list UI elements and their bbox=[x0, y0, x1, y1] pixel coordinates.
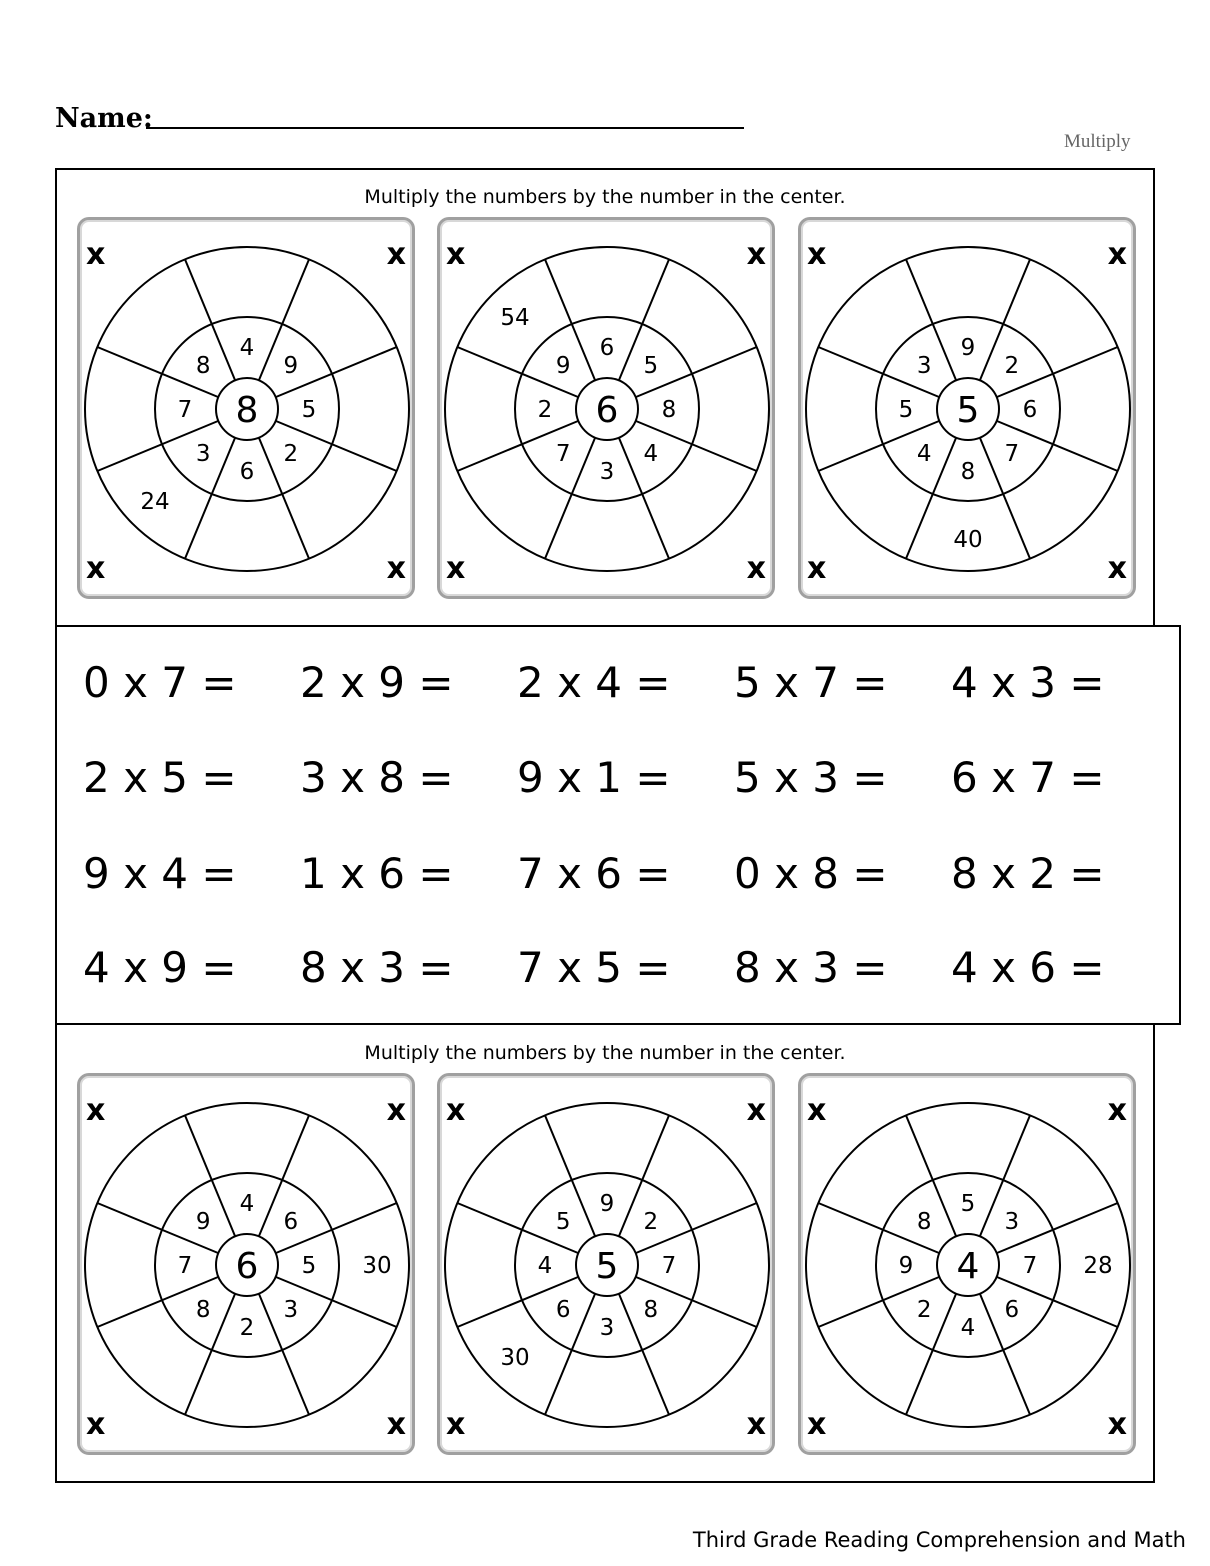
wheel-inner-number: 6 bbox=[555, 1296, 571, 1323]
problem: 2 x 9 = bbox=[300, 658, 454, 707]
wheel-inner-number: 7 bbox=[1004, 440, 1020, 467]
problem: 7 x 6 = bbox=[517, 849, 671, 898]
wheel-inner-number: 7 bbox=[177, 397, 193, 423]
wheel-diagram bbox=[801, 1076, 1133, 1452]
bottom-instruction: Multiply the numbers by the number in the center. bbox=[364, 1042, 846, 1064]
top-instruction: Multiply the numbers by the number in the center. bbox=[364, 186, 846, 208]
wheel-center-number: 5 bbox=[595, 1246, 619, 1287]
problem: 5 x 7 = bbox=[734, 658, 888, 707]
wheel-diagram bbox=[80, 220, 412, 596]
wheel-inner-number: 6 bbox=[283, 1209, 299, 1236]
wheel-inner-number: 9 bbox=[898, 1253, 914, 1279]
wheel-answer-slot[interactable]: 30 bbox=[500, 1344, 530, 1371]
top-wheels-panel bbox=[55, 168, 1155, 628]
wheel-inner-number: 4 bbox=[239, 1191, 255, 1217]
wheel-inner-number: 4 bbox=[916, 440, 932, 467]
footer-text: Third Grade Reading Comprehension and Math bbox=[692, 1528, 1186, 1552]
wheel-center-number: 5 bbox=[956, 390, 980, 431]
problem: 9 x 1 = bbox=[517, 753, 671, 802]
wheel-inner-number: 3 bbox=[1004, 1209, 1020, 1236]
wheel-inner-number: 2 bbox=[1004, 353, 1020, 380]
problem: 4 x 9 = bbox=[83, 943, 237, 992]
corner-x-mark: x bbox=[746, 551, 766, 586]
wheel-inner-number: 7 bbox=[555, 440, 571, 467]
wheel-inner-number: 5 bbox=[643, 353, 659, 380]
wheel-inner-number: 2 bbox=[537, 397, 553, 423]
problem: 8 x 3 = bbox=[300, 943, 454, 992]
wheel-answer-slot[interactable]: 28 bbox=[1083, 1253, 1113, 1279]
wheel-inner-number: 8 bbox=[195, 353, 211, 380]
wheel-inner-number: 5 bbox=[555, 1209, 571, 1236]
wheel-inner-number: 7 bbox=[1022, 1253, 1038, 1279]
wheel-inner-number: 8 bbox=[195, 1296, 211, 1323]
corner-x-mark: x bbox=[1107, 1407, 1127, 1442]
wheel-inner-number: 8 bbox=[960, 459, 976, 485]
wheel-inner-number: 6 bbox=[599, 335, 615, 361]
wheel-inner-number: 9 bbox=[555, 353, 571, 380]
corner-x-mark: x bbox=[1107, 1093, 1127, 1128]
wheel-center-number: 6 bbox=[235, 1246, 259, 1287]
wheel-answer-slot[interactable]: 54 bbox=[500, 305, 530, 332]
problem: 0 x 8 = bbox=[734, 849, 888, 898]
wheel-inner-number: 6 bbox=[239, 459, 255, 485]
corner-x-mark: x bbox=[446, 551, 466, 586]
problems-panel bbox=[55, 625, 1181, 1025]
wheel-center-number: 8 bbox=[235, 390, 259, 431]
corner-x-mark: x bbox=[86, 1407, 106, 1442]
corner-x-mark: x bbox=[446, 1407, 466, 1442]
wheel-inner-number: 5 bbox=[301, 397, 317, 423]
wheel-inner-number: 6 bbox=[1022, 397, 1038, 423]
problem: 4 x 6 = bbox=[951, 943, 1105, 992]
corner-x-mark: x bbox=[386, 1093, 406, 1128]
corner-x-mark: x bbox=[807, 551, 827, 586]
wheel-diagram bbox=[440, 220, 772, 596]
wheel-inner-number: 3 bbox=[195, 440, 211, 467]
corner-x-mark: x bbox=[86, 237, 106, 272]
corner-x-mark: x bbox=[807, 1093, 827, 1128]
corner-x-mark: x bbox=[386, 551, 406, 586]
wheel-inner-number: 5 bbox=[301, 1253, 317, 1279]
wheel-inner-number: 2 bbox=[283, 440, 299, 467]
corner-x-mark: x bbox=[446, 1093, 466, 1128]
wheel-card bbox=[77, 217, 415, 599]
wheel-answer-slot[interactable]: 24 bbox=[140, 488, 170, 515]
wheel-card bbox=[77, 1073, 415, 1455]
corner-x-mark: x bbox=[807, 237, 827, 272]
corner-x-mark: x bbox=[86, 1093, 106, 1128]
wheel-inner-number: 2 bbox=[916, 1296, 932, 1323]
wheel-inner-number: 7 bbox=[661, 1253, 677, 1279]
wheel-inner-number: 4 bbox=[239, 335, 255, 361]
corner-x-mark: x bbox=[807, 1407, 827, 1442]
corner-x-mark: x bbox=[1107, 237, 1127, 272]
wheel-inner-number: 8 bbox=[661, 397, 677, 423]
wheel-inner-number: 9 bbox=[195, 1209, 211, 1236]
wheel-center-number: 4 bbox=[956, 1246, 980, 1287]
wheel-center-number: 6 bbox=[595, 390, 619, 431]
wheel-diagram bbox=[801, 220, 1133, 596]
wheel-inner-number: 8 bbox=[643, 1296, 659, 1323]
corner-x-mark: x bbox=[446, 237, 466, 272]
wheel-inner-number: 4 bbox=[960, 1315, 976, 1341]
corner-x-mark: x bbox=[386, 237, 406, 272]
corner-x-mark: x bbox=[1107, 551, 1127, 586]
wheel-inner-number: 9 bbox=[599, 1191, 615, 1217]
problem: 0 x 7 = bbox=[83, 658, 237, 707]
wheel-inner-number: 5 bbox=[960, 1191, 976, 1217]
problem: 6 x 7 = bbox=[951, 753, 1105, 802]
problem: 7 x 5 = bbox=[517, 943, 671, 992]
wheel-inner-number: 5 bbox=[898, 397, 914, 423]
wheel-card bbox=[437, 1073, 775, 1455]
problem: 2 x 4 = bbox=[517, 658, 671, 707]
wheel-inner-number: 4 bbox=[537, 1253, 553, 1279]
problem: 3 x 8 = bbox=[300, 753, 454, 802]
worksheet-tag: Multiply bbox=[1064, 131, 1131, 152]
wheel-inner-number: 3 bbox=[916, 353, 932, 380]
problem: 2 x 5 = bbox=[83, 753, 237, 802]
wheel-inner-number: 2 bbox=[643, 1209, 659, 1236]
name-line[interactable] bbox=[146, 127, 744, 129]
problem: 8 x 2 = bbox=[951, 849, 1105, 898]
wheel-inner-number: 9 bbox=[283, 353, 299, 380]
wheel-inner-number: 4 bbox=[643, 440, 659, 467]
name-label: Name: bbox=[55, 103, 153, 134]
wheel-card bbox=[798, 1073, 1136, 1455]
corner-x-mark: x bbox=[746, 237, 766, 272]
wheel-answer-slot[interactable]: 30 bbox=[362, 1253, 392, 1279]
problem: 9 x 4 = bbox=[83, 849, 237, 898]
problem: 8 x 3 = bbox=[734, 943, 888, 992]
corner-x-mark: x bbox=[746, 1407, 766, 1442]
wheel-inner-number: 3 bbox=[283, 1296, 299, 1323]
problem: 5 x 3 = bbox=[734, 753, 888, 802]
problem: 1 x 6 = bbox=[300, 849, 454, 898]
corner-x-mark: x bbox=[86, 551, 106, 586]
wheel-inner-number: 3 bbox=[599, 459, 615, 485]
wheel-inner-number: 8 bbox=[916, 1209, 932, 1236]
wheel-inner-number: 9 bbox=[960, 335, 976, 361]
wheel-answer-slot[interactable]: 40 bbox=[953, 527, 983, 553]
wheel-inner-number: 6 bbox=[1004, 1296, 1020, 1323]
wheel-inner-number: 3 bbox=[599, 1315, 615, 1341]
wheel-diagram bbox=[80, 1076, 412, 1452]
wheel-inner-number: 2 bbox=[239, 1315, 255, 1341]
corner-x-mark: x bbox=[386, 1407, 406, 1442]
wheel-inner-number: 7 bbox=[177, 1253, 193, 1279]
wheel-card bbox=[798, 217, 1136, 599]
bottom-wheels-panel bbox=[55, 1023, 1155, 1483]
corner-x-mark: x bbox=[746, 1093, 766, 1128]
wheel-diagram bbox=[440, 1076, 772, 1452]
problem: 4 x 3 = bbox=[951, 658, 1105, 707]
wheel-card bbox=[437, 217, 775, 599]
